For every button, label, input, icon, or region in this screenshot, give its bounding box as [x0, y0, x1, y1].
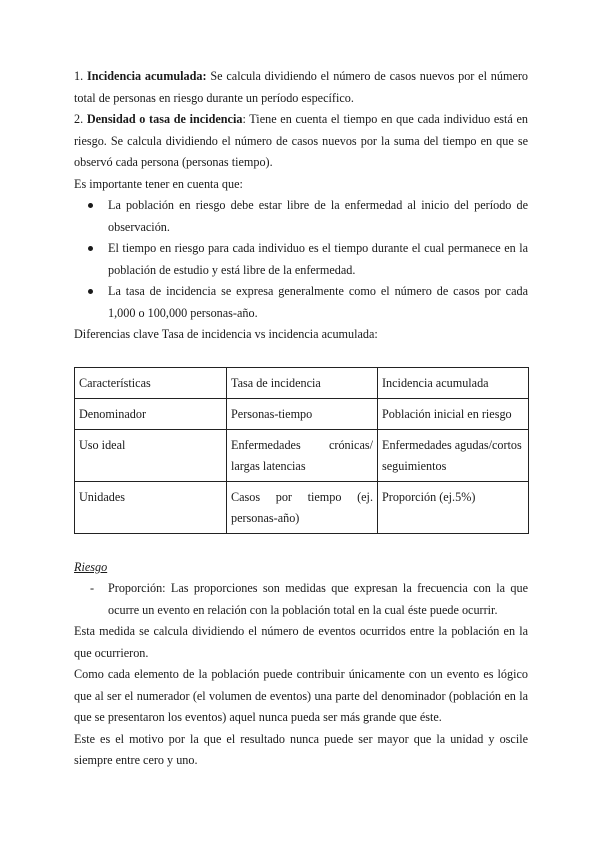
dash-list — [74, 578, 528, 621]
list-item — [74, 578, 528, 621]
paragraph: Esta medida se calcula dividiendo el número de eventos ocurridos entre la población en la que ocurrieron. — [74, 624, 528, 660]
definition-incidencia-acumulada — [74, 66, 528, 109]
table-cell: Proporción (ej.5%) — [378, 481, 529, 533]
definition-densidad-incidencia — [74, 109, 528, 174]
definition-text: Se calcula dividiendo el número de casos nuevos por el número total de personas en riesgo durante un período específico. — [74, 69, 529, 105]
list-item — [74, 195, 528, 238]
table-cell: Población inicial en riesgo — [378, 398, 529, 429]
section-heading-riesgo: Riesgo — [74, 559, 108, 574]
table-header-cell: Incidencia acumulada — [378, 367, 529, 398]
definition-term: Densidad o tasa de incidencia — [86, 112, 243, 126]
bullet-list — [74, 195, 528, 324]
table-cell: Unidades — [75, 481, 227, 533]
dash-icon: - — [90, 581, 95, 595]
table-cell: Enfermedades agudas/cortos seguimientos — [378, 429, 529, 481]
list-item-text: La población en riesgo debe estar libre de la enfermedad al inicio del período de observación. — [108, 198, 528, 234]
table-cell: Uso ideal — [75, 429, 227, 481]
document-page — [74, 66, 528, 772]
bullet-icon — [88, 246, 93, 251]
bullet-icon — [88, 289, 93, 294]
table-header-cell: Características — [75, 367, 227, 398]
table-cell: Casos por tiempo (ej. personas-año) — [227, 481, 378, 533]
list-item — [74, 238, 528, 281]
table-cell: Personas-tiempo — [227, 398, 378, 429]
paragraph: Como cada elemento de la población puede contribuir únicamente con un evento es lógico que al ser el numerador (el volumen de eventos) una parte del denominador (población en la que se presentaron los eventos) aquel nunca pueda ser más grande que éste. — [74, 667, 528, 724]
table-cell: Denominador — [75, 398, 227, 429]
table-header-row — [75, 367, 529, 398]
table-caption: Diferencias clave Tasa de incidencia vs incidencia acumulada: — [74, 327, 378, 341]
definition-text: : Tiene en cuenta el tiempo en que cada individuo está en riesgo. Se calcula dividiendo el número de casos nuevos por la suma del tiempo en que se observó cada persona (personas tiempo). — [74, 112, 529, 169]
list-item-text: El tiempo en riesgo para cada individuo es el tiempo durante el cual permanece en la población de estudio y está libre de la enfermedad. — [108, 241, 528, 277]
table-header-cell: Tasa de incidencia — [227, 367, 378, 398]
intro-note: Es importante tener en cuenta que: — [74, 176, 243, 191]
list-item — [74, 281, 528, 324]
table-row — [75, 481, 529, 533]
table-row — [75, 429, 529, 481]
definition-term: Incidencia acumulada: — [86, 69, 207, 83]
list-item-text: La tasa de incidencia se expresa generalmente como el número de casos por cada 1,000 o 100,000 personas-año. — [108, 284, 528, 320]
list-item-text: Proporción: Las proporciones son medidas que expresan la frecuencia con la que ocurre un evento en relación con la población total en la cual éste puede ocurrir. — [108, 581, 528, 617]
table-row — [75, 398, 529, 429]
bullet-icon — [88, 203, 93, 208]
paragraph: Este es el motivo por la que el resultado nunca puede ser mayor que la unidad y oscile siempre entre cero y uno. — [74, 731, 528, 767]
definition-number: 2. — [74, 112, 84, 126]
comparison-table — [74, 367, 529, 534]
definition-number: 1. — [74, 69, 84, 83]
table-cell: Enfermedades crónicas/ largas latencias — [227, 429, 378, 481]
